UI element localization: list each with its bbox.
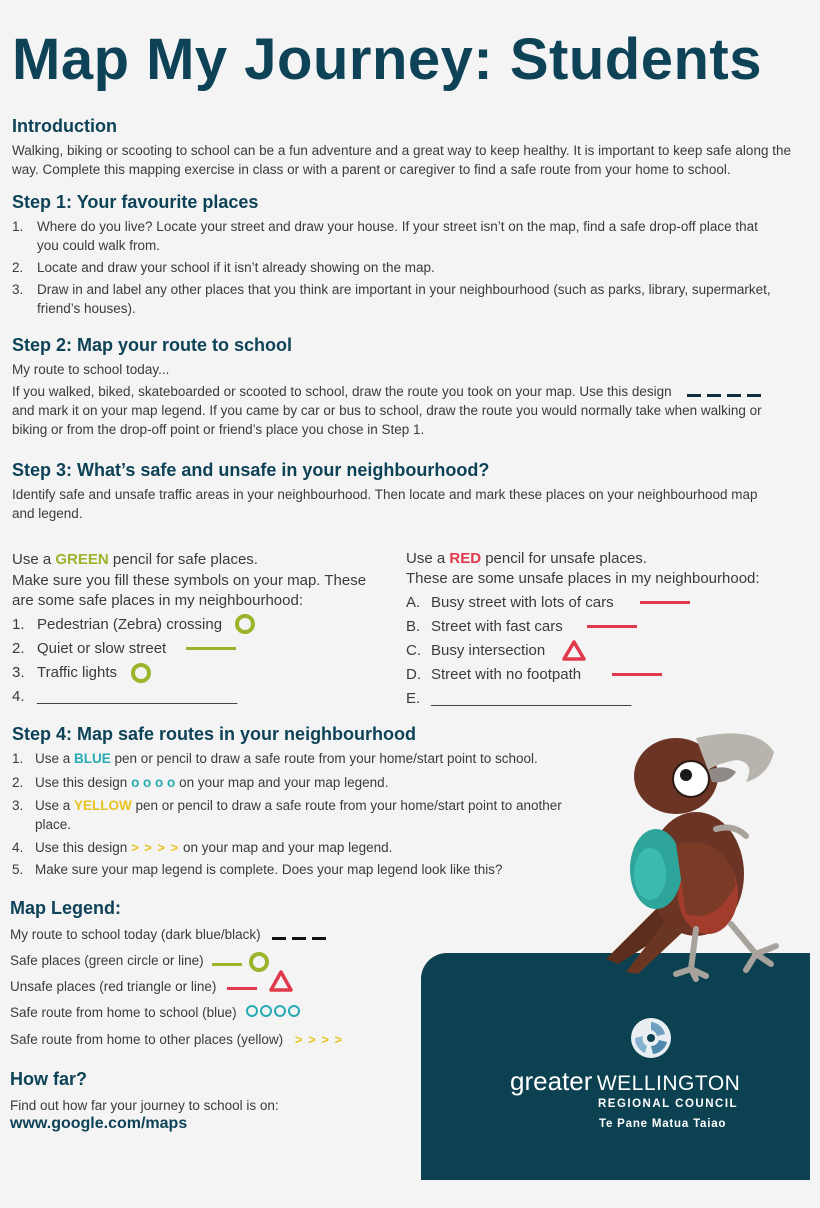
step2-heading: Step 2: Map your route to school xyxy=(12,335,293,355)
unsafe-place-item: B. Street with fast cars xyxy=(406,618,563,635)
blue-word: BLUE xyxy=(74,751,111,766)
legend-row: Safe route from home to school (blue) xyxy=(10,1005,302,1020)
safe-place-item: 1. Pedestrian (Zebra) crossing xyxy=(12,616,223,633)
safe-place-item: 2. Quiet or slow street xyxy=(12,640,167,657)
page-title: Map My Journey: Students xyxy=(12,27,762,92)
unsafe-place-item: C. Busy intersection xyxy=(406,642,546,659)
legend-row: Unsafe places (red triangle or line) xyxy=(10,979,217,994)
step4-item: 1. Use a BLUE pen or pencil to draw a safe route from your home/start point to school. xyxy=(12,751,538,766)
step1-item-number: 2. xyxy=(12,260,24,275)
council-subtitle: REGIONAL COUNCIL xyxy=(598,1098,739,1110)
council-logo-icon xyxy=(629,1016,673,1060)
step1-heading: Step 1: Your favourite places xyxy=(12,192,259,212)
yellow-word: YELLOW xyxy=(74,798,132,813)
black-dashed-line-symbol xyxy=(272,928,332,943)
step1-item xyxy=(12,258,782,277)
legend-row: My route to school today (dark blue/black) xyxy=(10,927,332,943)
unsafe-place-item: A. Busy street with lots of cars xyxy=(406,594,614,611)
red-triangle-icon xyxy=(562,639,586,661)
red-line-icon xyxy=(587,625,637,628)
yellow-arrows-symbol: > > > > xyxy=(131,840,180,855)
red-line-icon xyxy=(612,673,662,676)
step3-heading: Step 3: What’s safe and unsafe in your neighbourhood? xyxy=(12,460,490,480)
red-triangle-icon xyxy=(269,969,293,993)
step2-body-text: If you walked, biked, skateboarded or scooted to school, draw the route you took on your map. Use this design xyxy=(12,384,672,399)
green-line-icon xyxy=(186,647,236,650)
council-maori-name: Te Pane Matua Taiao xyxy=(599,1118,727,1130)
green-line-icon xyxy=(212,963,242,966)
step4-item: 3. Use a YELLOW pen or pencil to draw a safe route from your home/start point to another place. xyxy=(12,798,562,832)
legend-row: Safe route from home to other places (yellow) > > > > xyxy=(10,1032,344,1047)
step1-item-number: 3. xyxy=(12,282,24,297)
red-line-icon xyxy=(227,987,257,990)
step1-item-text: Where do you live? Locate your street and draw your house. If your street isn’t on the map, find a safe drop-off place that you could walk from. xyxy=(37,219,758,253)
step4-item: 2. Use this design o o o o on your map and your map legend. xyxy=(12,775,389,790)
step1-item-number: 1. xyxy=(12,219,24,234)
step4-heading: Step 4: Map safe routes in your neighbourhood xyxy=(12,724,417,744)
step1-item-text: Locate and draw your school if it isn’t already showing on the map. xyxy=(37,260,435,275)
red-line-icon xyxy=(640,601,690,604)
legend-row: Safe places (green circle or line) xyxy=(10,953,204,968)
intro-heading: Introduction xyxy=(12,116,117,136)
step1-item-text: Draw in and label any other places that you think are important in your neighbourhood (such as parks, library, supermarket, friend’s houses). xyxy=(37,282,771,316)
safe-places-line2: Make sure you fill these symbols on your map. These xyxy=(12,572,367,589)
step4-item: 5. Make sure your map legend is complete. Does your map legend look like this? xyxy=(12,862,503,877)
step1-item xyxy=(12,280,782,318)
google-maps-link[interactable]: www.google.com/maps xyxy=(10,1115,188,1132)
dark-dashed-line-symbol xyxy=(687,383,767,402)
unsafe-place-item: D. Street with no footpath xyxy=(406,666,582,683)
howfar-heading: How far? xyxy=(10,1069,88,1089)
step1-item xyxy=(12,217,782,255)
step3-body: Identify safe and unsafe traffic areas in your neighbourhood. Then locate and mark these places on your neighbourhood map and legend. xyxy=(12,487,758,521)
green-circle-icon xyxy=(249,952,269,972)
step2-body-line2: and mark it on your map legend. If you came by car or bus to school, draw the route you would normally take when walking or biking or from the drop-off point or friend’s place you chose in Step 1. xyxy=(12,403,762,437)
yellow-arrows-symbol: > > > > xyxy=(294,1032,344,1047)
council-word-greater: greater xyxy=(510,1066,593,1096)
safe-places-line3: are some safe places in my neighbourhood: xyxy=(12,592,304,609)
blue-circles-symbol xyxy=(246,1005,302,1020)
legend-heading: Map Legend: xyxy=(10,898,121,918)
safe-place-item: 3. Traffic lights xyxy=(12,664,118,681)
step4-item: 4. Use this design > > > > on your map and your map legend. xyxy=(12,840,393,855)
green-circle-icon xyxy=(235,614,255,634)
blue-circles-symbol: o o o o xyxy=(131,775,176,790)
council-wordmark xyxy=(510,1066,740,1097)
safe-places-instruction: Use a GREEN pencil for safe places. xyxy=(12,551,258,568)
green-word: GREEN xyxy=(55,551,109,568)
howfar-body: Find out how far your journey to school is on: xyxy=(10,1098,279,1113)
step2-intro: My route to school today... xyxy=(12,362,170,377)
unsafe-place-item: E. ________________________ xyxy=(406,690,632,707)
parrot-illustration xyxy=(596,724,802,986)
intro-body: Walking, biking or scooting to school can be a fun adventure and a great way to keep healthy. It is important to keep safe along the way. Complete this mapping exercise in class or with a parent or caregiver to find a safe route from your home to school. xyxy=(12,143,791,177)
safe-place-item: 4. ________________________ xyxy=(12,688,238,705)
council-word-wellington: WELLINGTON xyxy=(596,1072,741,1095)
step2-body-line1 xyxy=(12,382,767,402)
unsafe-places-line2: These are some unsafe places in my neighbourhood: xyxy=(406,570,760,587)
red-word: RED xyxy=(449,550,482,567)
unsafe-places-instruction: Use a RED pencil for unsafe places. xyxy=(406,550,647,567)
green-circle-icon xyxy=(131,663,151,683)
